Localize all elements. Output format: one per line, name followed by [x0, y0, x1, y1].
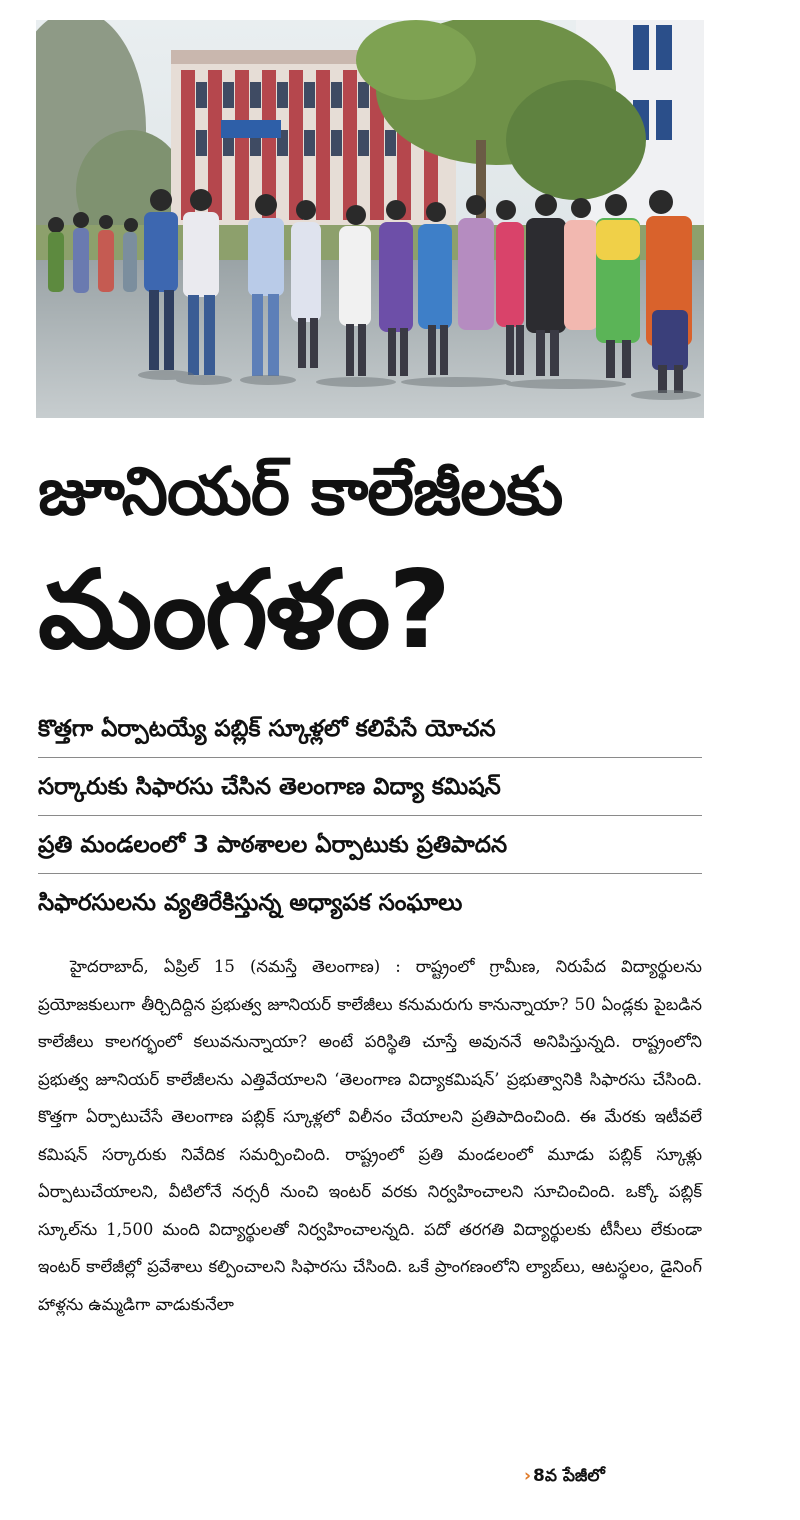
article-body: [38, 948, 702, 1323]
subheading: సిఫారసులను వ్యతిరేకిస్తున్న అధ్యాపక సంఘాలు: [38, 890, 463, 916]
headline-line-2: మంగళం?: [38, 548, 450, 673]
continued-label: 8వ పేజీలో: [533, 1466, 605, 1486]
article-paragraph: హైదరాబాద్, ఏప్రిల్ 15 (నమస్తే తెలంగాణ) : రాష్ట్రంలో గ్రామీణ, నిరుపేద విద్యార్థులను ప్రయోజకులుగా తీర్చిదిద్దిన ప్రభుత్వ జూనియర్ కాలేజీలు కనుమరుగు కానున్నాయా? 50 ఏండ్లకు పైబడిన కాలేజీలు కాలగర్భంలో కలువనున్నాయా? అంటే పరిస్థితి చూస్తే అవుననే అనిపిస్తున్నది. రాష్ట్రంలోని ప్రభుత్వ జూనియర్ కాలేజీలను ఎత్తివేయాలని ‘తెలంగాణ విద్యాకమిషన్’ ప్రభుత్వానికి సిఫారసు చేసింది. కొత్తగా ఏర్పాటుచేసే తెలంగాణ పబ్లిక్ స్కూళ్లలో విలీనం చేయాలని ప్రతిపాదించింది. ఈ మేరకు ఇటీవలే కమిషన్ సర్కారుకు నివేదిక సమర్పించింది. రాష్ట్రంలో ప్రతి మండలంలో మూడు పబ్లిక్ స్కూళ్లు ఏర్పాటుచేయాలని, వీటిలోనే నర్సరీ నుంచి ఇంటర్ వరకు నిర్వహించాలని సూచించింది. ఒక్కో పబ్లిక్ స్కూల్‌ను 1,500 మంది విద్యార్థులతో నిర్వహించాలన్నది. పదో తరగతి విద్యార్థులకు టీసీలు లేకుండా ఇంటర్ కాలేజీల్లో ప్రవేశాలు కల్పించాలని సిఫారసు చేసింది. ఒకే ప్రాంగణంలోని ల్యాబ్‌లు, ఆటస్థలం, డైనింగ్ హాళ్లను ఉమ్మడిగా వాడుకునేలా: [38, 957, 702, 1314]
continued-on-page: [524, 1464, 605, 1488]
subheading: కొత్తగా ఏర్పాటయ్యే పబ్లిక్ స్కూళ్లలో కలిపేసే యోచన: [38, 700, 702, 758]
news-photo: [36, 20, 704, 418]
subheading: ప్రతి మండలంలో 3 పాఠశాలల ఏర్పాటుకు ప్రతిపాదన: [38, 816, 702, 874]
subheading: సర్కారుకు సిఫారసు చేసిన తెలంగాణ విద్యా కమిషన్: [38, 758, 702, 816]
continue-arrow-icon: ›: [524, 1466, 532, 1486]
headline-line-1: జూనియర్ కాలేజీలకు: [38, 453, 563, 530]
subheadings: [38, 700, 702, 932]
